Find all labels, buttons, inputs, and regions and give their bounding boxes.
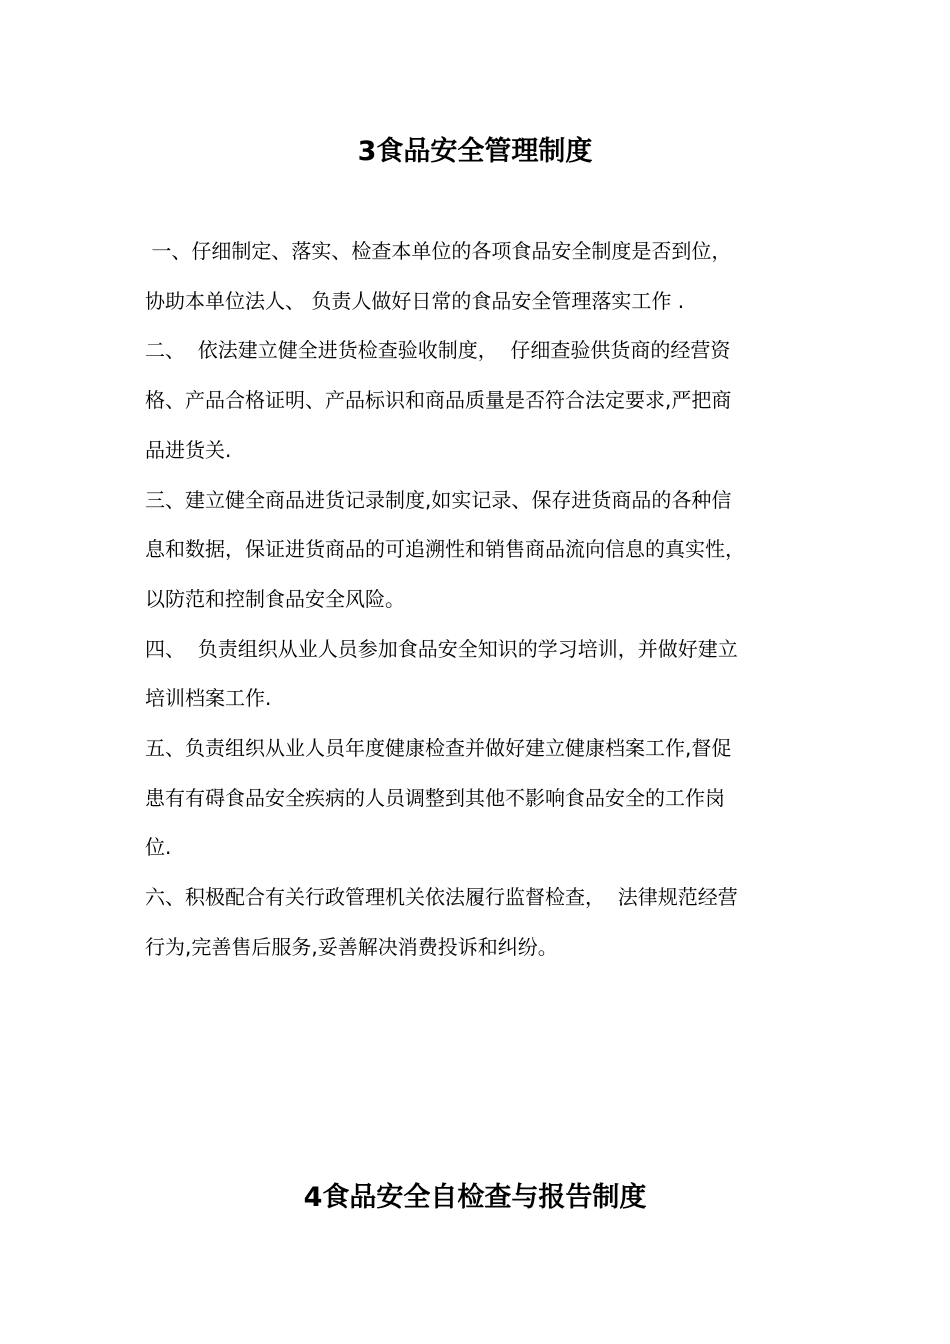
body-line: 三、建立健全商品进货记录制度,如实记录、保存进货商品的各种信 [145,488,732,512]
section-title: 4食品安全自检查与报告制度 [303,1182,647,1213]
body-line: 一、仔细制定、落实、检查本单位的各项食品安全制度是否到位， [145,239,732,263]
body-line: 行为,完善售后服务,妥善解决消费投诉和纠纷。 [145,935,558,959]
body-line: 品进货关. [145,438,232,462]
body-line: 六、积极配合有关行政管理机关依法履行监督检查， 法律规范经营 [145,885,738,909]
body-line: 患有有碍食品安全疾病的人员调整到其他不影响食品安全的工作岗 [145,786,725,810]
body-line: 二、 依法建立健全进货检查验收制度， 仔细查验供货商的经营资 [145,338,731,362]
body-line: 协助本单位法人、 负责人做好日常的食品安全管理落实工作 . [145,289,685,313]
section-title: 3食品安全管理制度 [357,136,593,167]
body-line: 位. [145,835,172,859]
body-line: 四、 负责组织从业人员参加食品安全知识的学习培训，并做好建立 [145,637,738,661]
body-line: 以防范和控制食品安全风险。 [145,587,405,611]
body-line: 培训档案工作. [145,686,272,710]
body-line: 息和数据，保证进货商品的可追溯性和销售商品流向信息的真实性， [145,537,745,561]
body-line: 五、负责组织从业人员年度健康检查并做好建立健康档案工作,督促 [145,736,732,760]
body-line: 格、产品合格证明、产品标识和商品质量是否符合法定要求,严把商 [145,388,732,412]
